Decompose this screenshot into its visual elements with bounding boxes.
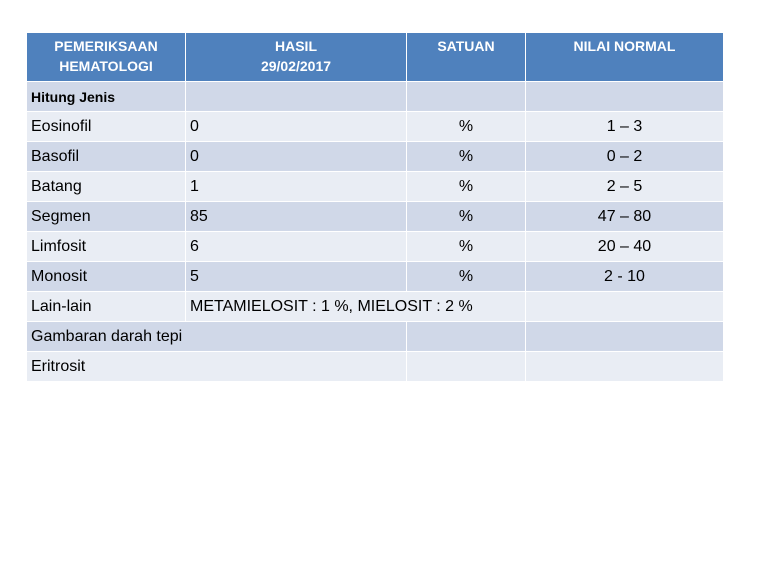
row-normal: 20 – 40 [526, 232, 724, 262]
header-hasil-line1: HASIL [275, 38, 317, 54]
row-unit: % [407, 262, 526, 292]
empty-cell [526, 322, 724, 352]
header-satuan: SATUAN [407, 33, 526, 82]
row-value: 6 [186, 232, 407, 262]
empty-cell [407, 82, 526, 112]
empty-cell [526, 82, 724, 112]
row-unit: % [407, 172, 526, 202]
table-row-basofil [27, 142, 724, 172]
table-row-limfosit [27, 232, 724, 262]
empty-cell [407, 352, 526, 382]
hematology-results-table [26, 32, 724, 382]
row-value: 0 [186, 112, 407, 142]
header-pemeriksaan [27, 33, 186, 82]
row-value: METAMIELOSIT : 1 %, MIELOSIT : 2 % [186, 292, 526, 322]
row-value: 5 [186, 262, 407, 292]
row-unit: % [407, 202, 526, 232]
table-row-segmen [27, 202, 724, 232]
row-unit: % [407, 112, 526, 142]
row-name: Segmen [27, 202, 186, 232]
row-name: Lain-lain [27, 292, 186, 322]
section-title: Hitung Jenis [27, 82, 186, 112]
row-normal: 47 – 80 [526, 202, 724, 232]
empty-cell [407, 322, 526, 352]
row-normal: 2 – 5 [526, 172, 724, 202]
table-row-eosinofil [27, 112, 724, 142]
header-nilai-normal: NILAI NORMAL [526, 33, 724, 82]
row-normal: 1 – 3 [526, 112, 724, 142]
row-value: 1 [186, 172, 407, 202]
row-unit: % [407, 142, 526, 172]
table-row-batang [27, 172, 724, 202]
row-name: Eritrosit [27, 352, 407, 382]
row-name: Monosit [27, 262, 186, 292]
empty-cell [526, 292, 724, 322]
table-row-lain-lain [27, 292, 724, 322]
row-name: Batang [27, 172, 186, 202]
row-normal: 0 – 2 [526, 142, 724, 172]
row-name: Gambaran darah tepi [27, 322, 407, 352]
empty-cell [186, 82, 407, 112]
header-pemeriksaan-line2: HEMATOLOGI [59, 58, 153, 74]
header-pemeriksaan-line1: PEMERIKSAAN [54, 38, 158, 54]
table-row-eritrosit [27, 352, 724, 382]
section-row-hitung-jenis [27, 82, 724, 112]
table-row-gambaran-darah-tepi [27, 322, 724, 352]
row-unit: % [407, 232, 526, 262]
row-normal: 2 - 10 [526, 262, 724, 292]
row-value: 85 [186, 202, 407, 232]
header-hasil [186, 33, 407, 82]
table-row-monosit [27, 262, 724, 292]
table-header-row [27, 33, 724, 82]
row-name: Limfosit [27, 232, 186, 262]
row-name: Eosinofil [27, 112, 186, 142]
row-name: Basofil [27, 142, 186, 172]
row-value: 0 [186, 142, 407, 172]
header-hasil-date: 29/02/2017 [260, 58, 332, 74]
empty-cell [526, 352, 724, 382]
